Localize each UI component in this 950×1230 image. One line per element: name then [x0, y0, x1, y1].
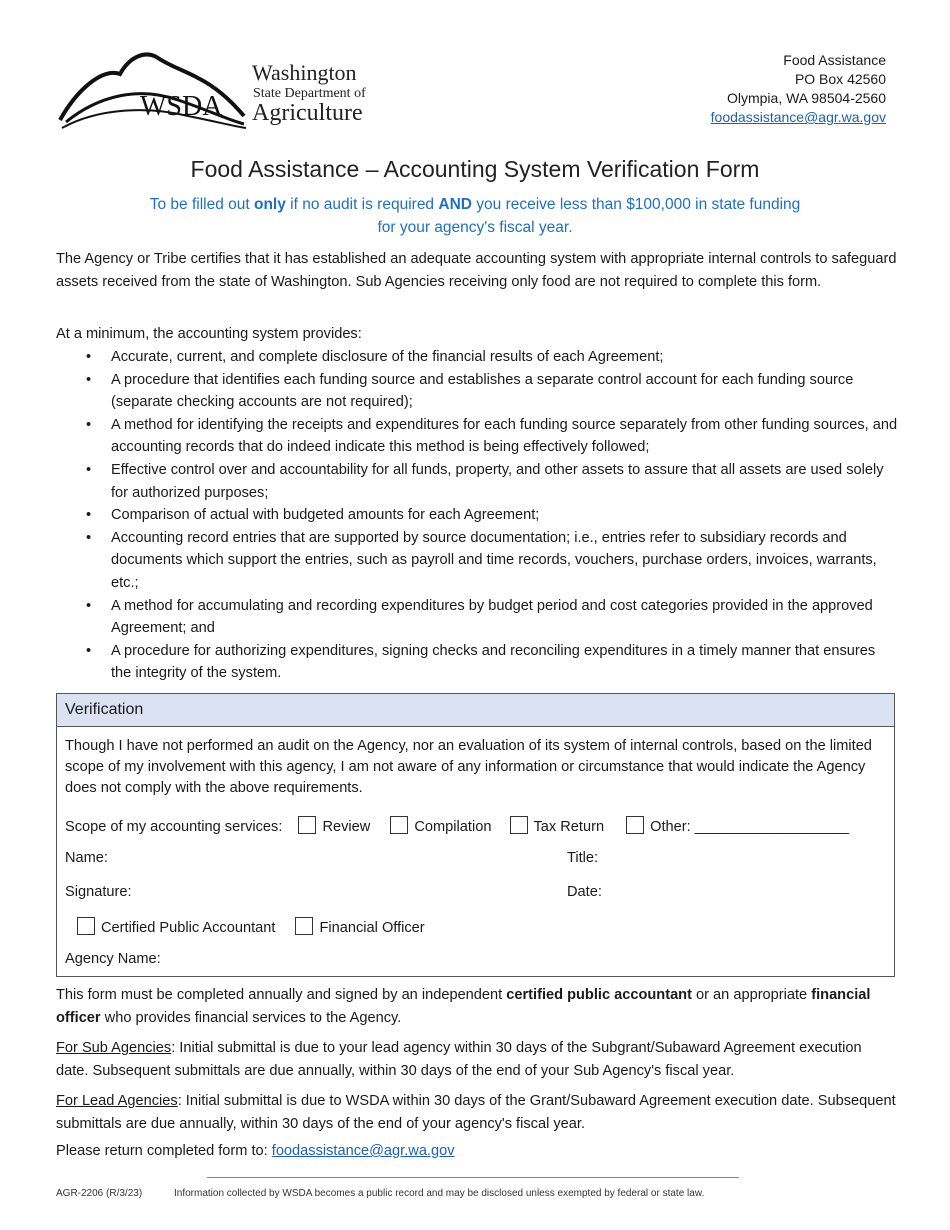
lead-agencies-paragraph: For Lead Agencies: Initial submittal is due to WSDA within 30 days of the Grant/Subaward Agreement execution date. Subsequent submittals are due annually, within 30 days of the end of your agency's fiscal year.: [56, 1093, 896, 1132]
agency-name-line2: State Department of: [253, 86, 366, 101]
subtitle-text-1: To be filled out: [149, 196, 254, 213]
form-id: AGR-2206 (R/3/23): [56, 1188, 143, 1199]
minimum-lead: At a minimum, the accounting system provides:: [56, 326, 362, 342]
return-instruction: Please return completed form to: foodassistance@agr.wa.gov: [56, 1143, 455, 1159]
scope-label: Scope of my accounting services:: [65, 819, 283, 835]
list-item: • A method for identifying the receipts and expenditures for each funding source separately from other funding sources, and accounting records that do indeed indicate this method is being effectively followed;: [56, 414, 898, 459]
wsda-logo: [58, 48, 248, 130]
agency-name-line3: Agriculture: [252, 100, 363, 126]
requirements-list: [56, 346, 898, 685]
subtitle-line2: for your agency's fiscal year.: [377, 219, 573, 236]
logo-wordmark: WSDA: [140, 91, 223, 122]
list-item: • Accounting record entries that are supported by source documentation; i.e., entries refer to subsidiary records and documents which support the entries, such as payroll and time records, vouchers, purchase orders, invoices, warrants, etc.;: [56, 527, 898, 595]
sub-agencies-label: For Sub Agencies: [56, 1040, 172, 1056]
agency-name-line1: Washington: [252, 60, 357, 85]
list-item: • A method for accumulating and recording expenditures by budget period and cost categories provided in the approved Agreement; and: [56, 595, 898, 640]
lead-agencies-label: For Lead Agencies: [56, 1093, 178, 1109]
sub-agencies-paragraph: For Sub Agencies: Initial submittal is due to your lead agency within 30 days of the Subgrant/Subaward Agreement execution date. Subsequent submittals are due annually, within 30 days of the end of your Sub Agency's fiscal year.: [56, 1040, 862, 1079]
return-email-link[interactable]: foodassistance@agr.wa.gov: [271, 1143, 455, 1159]
mailing-address: [711, 51, 886, 127]
form-title: Food Assistance – Accounting System Verification Form: [190, 156, 760, 182]
scope-row: [65, 816, 849, 835]
title-label[interactable]: Title:: [567, 850, 599, 866]
other-checkbox[interactable]: [626, 816, 644, 834]
agency-name-label[interactable]: Agency Name:: [65, 951, 161, 967]
subtitle-and: AND: [438, 196, 472, 213]
role-row: [77, 917, 425, 936]
verification-box: [56, 693, 895, 977]
bullet-icon: •: [86, 529, 92, 546]
bullet-icon: •: [86, 416, 92, 433]
list-item: • Accurate, current, and complete disclosure of the financial results of each Agreement;: [56, 346, 898, 369]
list-item: • Effective control over and accountability for all funds, property, and other assets to assure that all assets are used solely for authorized purposes;: [56, 459, 898, 504]
review-option[interactable]: Review: [298, 819, 370, 835]
financial-officer-checkbox[interactable]: [295, 917, 313, 935]
address-line3: Olympia, WA 98504-2560: [726, 90, 886, 106]
public-record-notice: Information collected by WSDA becomes a public record and may be disclosed unless exempted by federal or state law.: [174, 1188, 705, 1199]
bullet-icon: •: [86, 371, 92, 388]
cpa-checkbox[interactable]: [77, 917, 95, 935]
bullet-icon: •: [86, 461, 92, 478]
form-subtitle: [0, 193, 950, 239]
address-email-link[interactable]: foodassistance@agr.wa.gov: [710, 109, 886, 125]
other-option[interactable]: Other: ___________________: [626, 819, 849, 835]
compilation-checkbox[interactable]: [390, 816, 408, 834]
tax-return-option[interactable]: Tax Return: [510, 819, 605, 835]
list-item: • A procedure that identifies each funding source and establishes a separate control account for each funding source (separate checking accounts are not required);: [56, 369, 898, 414]
compilation-option[interactable]: Compilation: [390, 819, 491, 835]
subtitle-text-3: you receive less than $100,000 in state funding: [471, 196, 801, 213]
intro-paragraph: The Agency or Tribe certifies that it has established an adequate accounting system with appropriate internal controls to safeguard assets received from the state of Washington. Sub Agencies receiving only food are not required to complete this form.: [56, 251, 897, 290]
bullet-icon: •: [86, 597, 92, 614]
verification-statement: Though I have not performed an audit on the Agency, nor an evaluation of its system of internal controls, based on the limited scope of my involvement with this agency, I am not aware of any information or circumstance that would indicate the Agency does not comply with the above requirements.: [65, 738, 872, 796]
date-label[interactable]: Date:: [567, 884, 602, 900]
name-label[interactable]: Name:: [65, 850, 108, 866]
bullet-icon: •: [86, 349, 92, 365]
cpa-option[interactable]: Certified Public Accountant: [77, 920, 275, 936]
footer-rule: [207, 1177, 739, 1178]
financial-officer-option[interactable]: Financial Officer: [295, 920, 424, 936]
list-item: • A procedure for authorizing expenditures, signing checks and reconciling expenditures in a timely manner that ensures the integrity of the system.: [56, 640, 898, 685]
address-line1: Food Assistance: [783, 52, 886, 68]
tax-return-checkbox[interactable]: [510, 816, 528, 834]
bullet-icon: •: [86, 642, 92, 659]
signature-label[interactable]: Signature:: [65, 884, 132, 900]
completion-paragraph: This form must be completed annually and signed by an independent certified public accountant or an appropriate financial officer who provides financial services to the Agency.: [56, 987, 871, 1026]
bullet-icon: •: [86, 507, 92, 524]
list-item: • Comparison of actual with budgeted amounts for each Agreement;: [56, 504, 898, 527]
address-line2: PO Box 42560: [794, 71, 886, 87]
subtitle-only: only: [253, 196, 286, 213]
review-checkbox[interactable]: [298, 816, 316, 834]
verification-heading: Verification: [57, 694, 894, 727]
subtitle-text-2: if no audit is required: [285, 196, 439, 213]
